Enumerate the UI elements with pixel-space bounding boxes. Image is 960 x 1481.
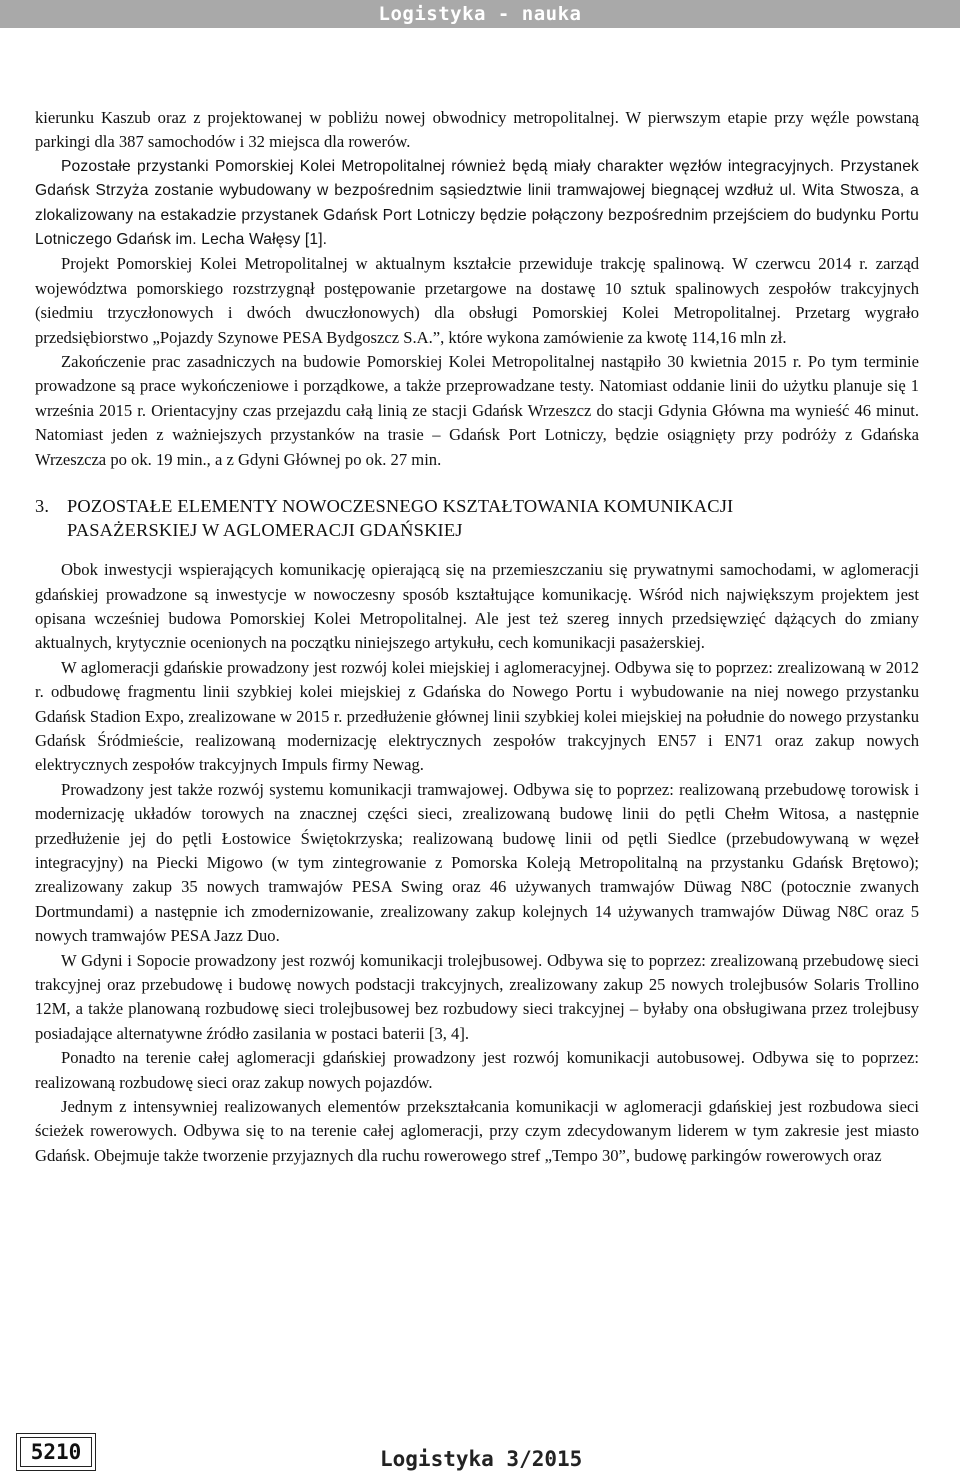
- paragraph-continuation: kierunku Kaszub oraz z projektowanej w pobliżu nowej obwodnicy metropolitalnej. W pierwszym etapie przy węźle powstaną parkingi dla 387 samochodów i 32 miejsca dla rowerów.: [35, 108, 919, 152]
- section-number: 3.: [35, 496, 50, 517]
- paragraph-stations: Pozostałe przystanki Pomorskiej Kolei Metropolitalnej również będą miały charakter węzłów integracyjnych. Przystanek Gdańsk Strzyża zostanie wybudowany w bezpośrednim sąsiedztwie linii tramwajowej biegnącej wzdłuż ul. Wita Stwosza, a zlokalizowany na estakadzie przystanek Gdańsk Port Lotniczy będzie połączony bezpośrednim przejściem do budynku Portu Lotniczego Gdańsk im. Lecha Wałęsy [1].: [35, 157, 919, 249]
- running-header-title: Logistyka - nauka: [378, 3, 582, 25]
- paragraph-bicycle: Jednym z intensywniej realizowanych elementów przekształcania komunikacji w aglomeracji gdańskiej jest rozbudowa sieci ścieżek rowerowych. Odbywa się to na terenie całej aglomeracji, przy czym zdecydowanym liderem w tym zakresie jest miasto Gdańsk. Obejmuje także tworzenie przyjaznych dla ruchu rowerowego stref „Tempo 30”, budowę parkingów rowerowych oraz: [35, 1097, 919, 1165]
- paragraph-trolleybus: W Gdyni i Sopocie prowadzony jest rozwój komunikacji trolejbusowej. Odbywa się to poprzez: zrealizowaną przebudowę sieci trakcyjnej oraz przebudowę i budowę nowych podstacji trakcyjnych, zrealizowany zakup 25 nowych trolejbusów Solaris Trollino 12M, a także planowaną rozbudowę sieci trolejbusowej bez rozbudowy sieci trakcyjnej – byłaby ona obsługiwana przez trolejbusy posiadające alternatywne źródło zasilania w postaci baterii [3, 4].: [35, 950, 919, 1043]
- paragraph-traction: Projekt Pomorskiej Kolei Metropolitalnej w aktualnym kształcie przewiduje trakcję spalinową. W czerwcu 2014 r. zarząd województwa pomorskiego rozstrzygnął postępowanie przetargowe na dostawę 10 sztuk spalinowych zespołów trakcyjnych (siedmiu trzyczłonowych i dwóch dwuczłonowych) dla obsługi Pomorskiej Kolei Metropolitalnej. Przetarg wygrało przedsiębiorstwo „Pojazdy Szynowe PESA Bydgoszcz S.A.”, które wykona zamówienie za kwotę 114,16 mln zł.: [35, 254, 919, 347]
- section-heading: [35, 494, 919, 542]
- paragraph-bus: Ponadto na terenie całej aglomeracji gdańskiej prowadzony jest rozwój komunikacji autobusowej. Odbywa się to poprzez: realizowaną rozbudowę sieci oraz zakup nowych pojazdów.: [35, 1048, 919, 1092]
- paragraph-intro: Obok inwestycji wspierających komunikację opierającą się na przemieszczaniu się prywatnymi samochodami, w aglomeracji gdańskiej prowadzone są inwestycje w nowoczesny sposób kształtujące komunikację. Wśród nich największym projektem jest opisana wcześniej budowa Pomorskiej Kolei Metropolitalnej. Ale jest też szereg innych przedsięwzięć dążących do zmiany aktualnych, krytycznie ocenionych na początku niniejszego artykułu, cech komunikacji pasażerskiej.: [35, 560, 919, 653]
- paragraph-tram: Prowadzony jest także rozwój systemu komunikacji tramwajowej. Odbywa się to poprzez: realizowaną przebudowę torowisk i modernizację układów torowych na znacznej części sieci, zrealizowaną budowę linii do pętli Chełm Witosa, a następnie przedłużenie jej do pętli Łostowice Świętokrzyska; realizowaną budowę linii od pętli Siedlce (przebudowywaną w węzeł integracyjny) na Piecki Migowo (w tym zintegrowanie z Pomorska Koleją Metropolitalną na przystanku Gdańsk Brętowo); zrealizowany zakup 35 nowych tramwajów PESA Swing oraz 46 używanych tramwajów Düwag N8C (potocznie zwanych Dortmundami) a następnie ich zmodernizowanie, zrealizowany zakup kolejnych 14 używanych tramwajów Düwag N8C oraz 5 nowych tramwajów PESA Jazz Duo.: [35, 779, 919, 946]
- paragraph-rail: W aglomeracji gdańskie prowadzony jest rozwój kolei miejskiej i aglomeracyjnej. Odbywa się to poprzez: zrealizowaną w 2012 r. odbudowę fragmentu linii szybkiej kolei miejskiej z Gdańska do Nowego Portu i wybudowanie na niej nowego przystanku Gdańsk Stadion Expo, zrealizowane w 2015 r. przedłużenie głównej linii szybkiej kolei miejskiej na południe do nowego przystanku Gdańsk Śródmieście, realizowaną modernizację elektrycznych zespołów trakcyjnych EN57 i EN71 oraz zakup nowych elektrycznych zespołów trakcyjnych Impuls firmy Newag.: [35, 657, 919, 775]
- paragraph-completion: Zakończenie prac zasadniczych na budowie Pomorskiej Kolei Metropolitalnej nastąpiło 30 kwietnia 2015 r. Po tym terminie prowadzone są prace wykończeniowe i porządkowe, a także przeprowadzane testy. Natomiast oddanie linii do użytku planuje się 1 września 2015 r. Orientacyjny czas przejazdu całą linią ze stacji Gdańsk Wrzeszcz do stacji Gdynia Główna ma wynieść 46 minut. Natomiast jeden z ważniejszych przystanków na trasie – Gdańsk Port Lotniczy, będzie osiągnięty przy podróży z Gdańska Wrzeszcza po ok. 19 min., a z Gdyni Głównej po ok. 27 min.: [35, 352, 919, 469]
- article-body: [35, 106, 919, 1168]
- section-title-line2: PASAŻERSKIEJ W AGLOMERACJI GDAŃSKIEJ: [67, 520, 463, 541]
- page-number: 5210: [20, 1437, 92, 1467]
- section-title-line1: POZOSTAŁE ELEMENTY NOWOCZESNEGO KSZTAŁTOWANIA KOMUNIKACJI: [67, 496, 734, 517]
- page-number-box: [16, 1433, 96, 1471]
- journal-footer: Logistyka 3/2015: [380, 1447, 583, 1471]
